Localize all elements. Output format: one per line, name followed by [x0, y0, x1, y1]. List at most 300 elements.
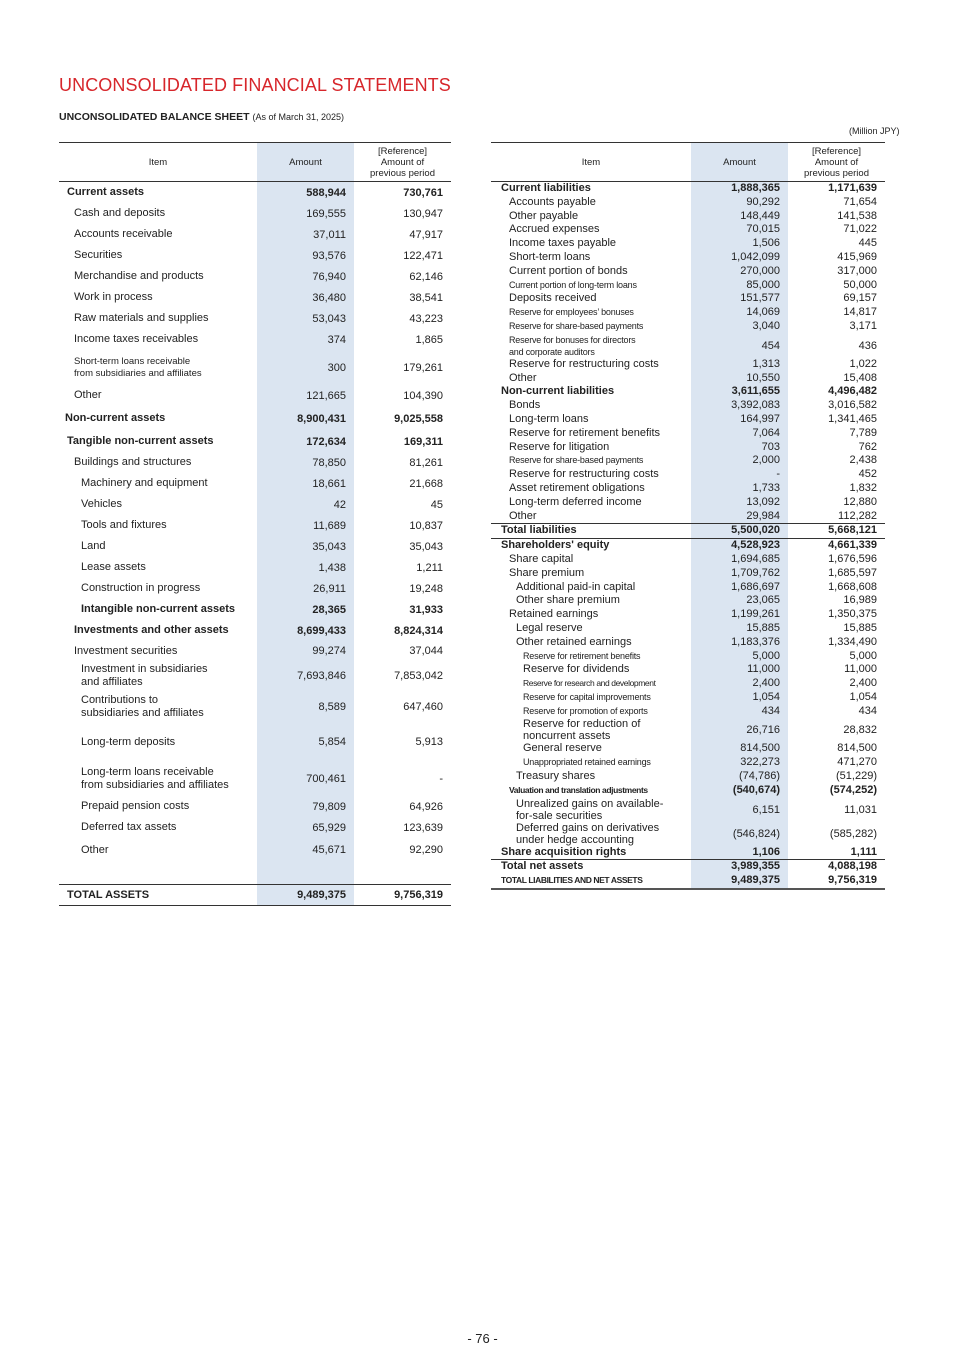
row-label: Treasury shares	[516, 770, 596, 783]
table-row	[491, 784, 885, 798]
row-label: Current assets	[67, 186, 145, 198]
row-label-line2: under hedge accounting	[516, 833, 635, 846]
previous-amount-cell: 8,824,314	[394, 624, 443, 637]
amount-cell: 10,550	[691, 372, 788, 386]
item-cell	[491, 223, 691, 237]
amount-cell: 703	[691, 441, 788, 455]
table-row	[59, 557, 451, 578]
item-cell	[491, 385, 691, 399]
item-cell	[491, 454, 691, 468]
row-label: Short-term loans receivable	[74, 355, 191, 367]
table-row	[491, 677, 885, 691]
row-label: Long-term loans	[509, 412, 589, 425]
table-row	[491, 251, 885, 265]
item-cell	[491, 196, 691, 210]
table-row	[491, 581, 885, 595]
table-row	[491, 691, 885, 705]
item-cell	[491, 650, 691, 664]
amount-cell: 90,292	[691, 196, 788, 210]
item-cell	[59, 661, 257, 691]
amount-cell: 76,940	[257, 266, 354, 287]
previous-amount-cell: 11,000	[844, 663, 877, 676]
amount-cell: 6,151	[691, 798, 788, 822]
previous-amount-cell: 14,817	[843, 306, 877, 319]
row-label: Accrued expenses	[509, 223, 600, 236]
row-label: Reserve for retirement benefits	[509, 426, 661, 439]
previous-amount-cell: 21,668	[409, 477, 443, 490]
header-reference: [Reference] Amount of previous period	[354, 143, 451, 182]
row-label: Securities	[74, 249, 123, 261]
previous-amount-cell: 317,000	[837, 264, 877, 277]
item-cell	[491, 663, 691, 677]
amount-cell: 70,015	[691, 223, 788, 237]
row-label: Accounts payable	[509, 195, 596, 208]
sheet-title: UNCONSOLIDATED BALANCE SHEET	[59, 111, 250, 123]
row-label: Land	[81, 540, 106, 552]
amount-cell: 700,461	[257, 761, 354, 796]
table-row	[491, 496, 885, 510]
table-row	[59, 599, 451, 620]
row-label: Accounts receivable	[74, 228, 173, 240]
table-row	[491, 756, 885, 770]
item-cell	[59, 431, 257, 452]
item-cell	[491, 567, 691, 581]
amount-cell: 169,555	[257, 203, 354, 224]
amount-cell: 18,661	[257, 473, 354, 494]
row-label: TOTAL LIABILITIES AND NET ASSETS	[501, 875, 643, 886]
header-reference: [Reference] Amount of previous period	[788, 143, 885, 182]
table-row	[491, 650, 885, 664]
previous-amount-cell: 471,270	[837, 756, 877, 769]
table-row	[59, 723, 451, 761]
previous-amount-cell: 81,261	[409, 456, 443, 469]
previous-amount-cell: 10,837	[409, 519, 443, 532]
row-label: Bonds	[509, 399, 541, 412]
row-label: Tangible non-current assets	[67, 435, 214, 447]
previous-amount-cell: 45	[430, 498, 443, 511]
row-label: Non-current liabilities	[501, 385, 615, 398]
table-row	[59, 494, 451, 515]
item-cell	[491, 468, 691, 482]
item-cell	[491, 413, 691, 427]
row-label: Income taxes receivables	[74, 333, 199, 345]
amount-cell: (540,674)	[691, 784, 788, 798]
item-cell	[491, 770, 691, 784]
row-label: Cash and deposits	[74, 207, 166, 219]
row-label-line2: and affiliates	[81, 676, 143, 688]
amount-cell: 172,634	[257, 431, 354, 452]
amount-cell: 78,850	[257, 452, 354, 473]
item-cell	[491, 539, 691, 553]
row-label: Reserve for litigation	[509, 440, 610, 453]
previous-amount-cell: 71,654	[843, 195, 877, 208]
row-label: Shareholders' equity	[501, 539, 610, 552]
table-row	[491, 468, 885, 482]
item-cell	[59, 536, 257, 557]
row-label: Unrealized gains on available-	[516, 797, 664, 810]
amount-cell: 1,506	[691, 237, 788, 251]
row-label: Long-term loans receivable	[81, 765, 214, 778]
table-row	[491, 358, 885, 372]
spacer-cell	[257, 862, 354, 885]
amount-cell: 434	[691, 705, 788, 719]
amount-cell: 300	[257, 350, 354, 385]
spacer-row	[59, 862, 451, 885]
previous-amount-cell: 2,400	[849, 677, 877, 690]
spacer-cell	[59, 862, 257, 885]
previous-amount-cell: 69,157	[843, 292, 877, 305]
table-row	[491, 399, 885, 413]
amount-cell: 588,944	[257, 182, 354, 204]
table-header-row	[59, 143, 451, 182]
amount-cell: 1,438	[257, 557, 354, 578]
row-label: Tools and fixtures	[81, 519, 167, 531]
row-label: Investment in subsidiaries	[81, 663, 208, 675]
item-cell	[59, 723, 257, 761]
table-row	[59, 203, 451, 224]
row-label: Deferred tax assets	[81, 821, 177, 833]
previous-amount-cell: 28,832	[843, 724, 877, 737]
amount-cell: 1,709,762	[691, 567, 788, 581]
amount-cell: 35,043	[257, 536, 354, 557]
table-row	[491, 608, 885, 622]
amount-cell: -	[691, 468, 788, 482]
item-cell	[491, 691, 691, 705]
previous-amount-cell: 762	[858, 440, 877, 453]
item-cell	[491, 742, 691, 756]
previous-amount-cell: 169,311	[403, 435, 443, 448]
row-label: Share acquisition rights	[501, 845, 627, 858]
row-label: Reserve for restructuring costs	[509, 357, 659, 370]
row-label: Prepaid pension costs	[81, 800, 190, 812]
previous-amount-cell: 9,756,319	[788, 874, 885, 889]
previous-amount-cell: 1,832	[849, 481, 877, 494]
table-row	[491, 279, 885, 293]
table-row	[59, 761, 451, 796]
previous-amount-cell: 31,933	[409, 603, 443, 616]
item-cell	[491, 718, 691, 742]
table-row	[491, 874, 885, 889]
page-title: UNCONSOLIDATED FINANCIAL STATEMENTS	[59, 75, 451, 95]
amount-cell: 164,997	[691, 413, 788, 427]
previous-amount-cell: 64,926	[409, 800, 443, 813]
previous-amount-cell: 452	[858, 468, 877, 481]
liabilities-table	[491, 142, 885, 890]
previous-amount-cell: 11,031	[844, 803, 877, 816]
table-row	[59, 385, 451, 406]
amount-cell: 374	[257, 329, 354, 350]
item-cell	[491, 510, 691, 524]
previous-amount-cell: 122,471	[403, 249, 443, 262]
amount-cell: 99,274	[257, 641, 354, 661]
liabilities-body	[491, 182, 885, 890]
amount-cell: 26,911	[257, 578, 354, 599]
amount-cell: 1,199,261	[691, 608, 788, 622]
table-row	[59, 796, 451, 817]
row-label: Unappropriated retained earnings	[523, 757, 651, 768]
table-row	[59, 266, 451, 287]
item-cell	[59, 452, 257, 473]
amount-cell: (546,824)	[691, 822, 788, 846]
table-row	[59, 578, 451, 599]
item-cell	[491, 182, 691, 196]
table-row	[491, 553, 885, 567]
row-label: Valuation and translation adjustments	[509, 784, 648, 795]
amount-cell: 26,716	[691, 718, 788, 742]
amount-cell: 322,273	[691, 756, 788, 770]
item-cell	[59, 350, 257, 385]
item-cell	[491, 524, 691, 539]
previous-amount-cell: 37,044	[409, 645, 443, 657]
previous-amount-cell: 35,043	[409, 540, 443, 553]
item-cell	[491, 441, 691, 455]
page-number: - 76 -	[467, 1331, 498, 1346]
table-row	[491, 718, 885, 742]
previous-amount-cell: 1,022	[849, 357, 877, 370]
table-row	[491, 306, 885, 320]
row-label: Work in process	[74, 291, 153, 303]
previous-amount-cell: 9,025,558	[394, 412, 443, 425]
previous-amount-cell: 43,223	[409, 312, 443, 325]
previous-amount-cell: 50,000	[843, 278, 877, 291]
previous-amount-cell: 38,541	[409, 291, 443, 304]
item-cell	[491, 279, 691, 293]
item-cell	[59, 266, 257, 287]
item-cell	[491, 581, 691, 595]
previous-amount-cell: 4,661,339	[788, 539, 885, 553]
previous-amount-cell: 7,853,042	[394, 670, 443, 682]
amount-cell: 4,528,923	[691, 539, 788, 553]
table-row	[59, 641, 451, 661]
item-cell	[491, 320, 691, 334]
row-label: Intangible non-current assets	[81, 603, 236, 615]
amount-cell: 23,065	[691, 594, 788, 608]
item-cell	[59, 515, 257, 536]
table-row	[491, 860, 885, 874]
assets-body	[59, 182, 451, 906]
row-label: Reserve for share-based payments	[509, 320, 644, 331]
amount-cell: 5,854	[257, 723, 354, 761]
amount-cell: 53,043	[257, 308, 354, 329]
amount-cell: 1,888,365	[691, 182, 788, 196]
row-label: Lease assets	[81, 561, 146, 573]
item-cell	[59, 885, 257, 906]
amount-cell: 1,054	[691, 691, 788, 705]
amount-cell: 7,693,846	[257, 661, 354, 691]
table-row	[491, 594, 885, 608]
amount-cell: 45,671	[257, 838, 354, 862]
assets-table	[59, 142, 451, 906]
item-cell	[59, 287, 257, 308]
item-cell	[491, 784, 691, 798]
item-cell	[491, 594, 691, 608]
row-label: Current portion of bonds	[509, 264, 628, 277]
item-cell	[491, 210, 691, 224]
table-row	[491, 524, 885, 539]
item-cell	[59, 245, 257, 266]
item-cell	[491, 237, 691, 251]
item-cell	[491, 705, 691, 719]
item-cell	[59, 385, 257, 406]
row-label: Other	[81, 843, 109, 856]
item-cell	[491, 860, 691, 874]
table-row	[491, 265, 885, 279]
amount-cell: 9,489,375	[257, 885, 354, 906]
item-cell	[491, 874, 691, 889]
item-cell	[491, 372, 691, 386]
table-row	[59, 473, 451, 494]
amount-cell: 454	[691, 334, 788, 358]
row-label: Raw materials and supplies	[74, 312, 209, 324]
table-row	[59, 224, 451, 245]
table-row	[491, 413, 885, 427]
header-amount: Amount	[257, 143, 354, 182]
amount-cell: 28,365	[257, 599, 354, 620]
previous-amount-cell: 104,390	[403, 389, 443, 402]
item-cell	[491, 756, 691, 770]
table-row	[491, 636, 885, 650]
table-row	[59, 817, 451, 838]
row-label: Short-term loans	[509, 250, 591, 263]
table-row	[491, 510, 885, 524]
row-label: General reserve	[523, 742, 602, 755]
row-label: Total liabilities	[501, 524, 577, 537]
amount-cell: 11,000	[691, 663, 788, 677]
table-row	[491, 567, 885, 581]
amount-cell: 1,686,697	[691, 581, 788, 595]
amount-cell: 3,611,655	[691, 385, 788, 399]
previous-amount-cell: 1,211	[416, 561, 443, 574]
table-row	[59, 691, 451, 723]
previous-amount-cell: 3,171	[849, 319, 877, 332]
previous-amount-cell: 9,756,319	[354, 885, 451, 906]
amount-cell: 2,000	[691, 454, 788, 468]
amount-cell: 5,000	[691, 650, 788, 664]
table-row	[59, 661, 451, 691]
unit-label: (Million JPY)	[849, 126, 900, 136]
previous-amount-cell: 1,111	[850, 845, 877, 858]
row-label-line2: from subsidiaries and affiliates	[74, 367, 202, 379]
row-label: Reserve for employees’ bonuses	[509, 307, 634, 318]
header-item: Item	[491, 143, 691, 182]
item-cell	[491, 798, 691, 822]
amount-cell: 79,809	[257, 796, 354, 817]
table-row	[59, 182, 451, 204]
previous-amount-cell: 730,761	[403, 186, 443, 199]
row-label: Non-current assets	[65, 412, 166, 424]
table-row	[491, 292, 885, 306]
row-label: Reserve for retirement benefits	[523, 650, 641, 661]
previous-amount-cell: 7,789	[849, 426, 877, 439]
row-label: Vehicles	[81, 498, 122, 510]
previous-amount-cell: 62,146	[409, 270, 443, 283]
amount-cell: 3,392,083	[691, 399, 788, 413]
previous-amount-cell: 814,500	[837, 742, 877, 755]
table-row	[491, 441, 885, 455]
amount-cell: 36,480	[257, 287, 354, 308]
amount-cell: 5,500,020	[691, 524, 788, 539]
table-row	[491, 822, 885, 846]
table-row	[491, 482, 885, 496]
previous-amount-cell: 16,989	[843, 594, 877, 607]
item-cell	[59, 620, 257, 641]
amount-cell: 1,106	[691, 846, 788, 860]
as-of-date: (As of March 31, 2025)	[252, 112, 345, 122]
previous-amount-cell: 92,290	[409, 844, 443, 856]
item-cell	[491, 553, 691, 567]
amount-cell: 93,576	[257, 245, 354, 266]
item-cell	[59, 796, 257, 817]
row-label: Deposits received	[509, 292, 597, 305]
item-cell	[59, 557, 257, 578]
previous-amount-cell: 1,676,596	[828, 552, 877, 565]
previous-amount-cell: 141,538	[837, 209, 877, 222]
item-cell	[491, 265, 691, 279]
row-label: Investment securities	[74, 644, 178, 657]
item-cell	[491, 636, 691, 650]
row-label: Reserve for capital improvements	[523, 691, 651, 702]
table-row	[491, 182, 885, 196]
amount-cell: 1,733	[691, 482, 788, 496]
previous-amount-cell: -	[439, 772, 443, 785]
row-label: Legal reserve	[516, 621, 583, 634]
row-label-line2: noncurrent assets	[523, 730, 611, 743]
row-label: Buildings and structures	[74, 456, 192, 468]
item-cell	[491, 427, 691, 441]
row-label: Other share premium	[516, 594, 620, 607]
amount-cell: 270,000	[691, 265, 788, 279]
previous-amount-cell: 1,668,608	[828, 580, 877, 593]
item-cell	[59, 578, 257, 599]
table-row	[491, 798, 885, 822]
previous-amount-cell: 19,248	[409, 582, 443, 595]
item-cell	[491, 334, 691, 358]
table-row	[59, 838, 451, 862]
previous-amount-cell: 12,880	[843, 495, 877, 508]
previous-amount-cell: 2,438	[849, 454, 877, 467]
amount-cell: 14,069	[691, 306, 788, 320]
table-row	[491, 372, 885, 386]
table-row	[491, 770, 885, 784]
row-label: Reserve for dividends	[523, 663, 630, 676]
previous-amount-cell: 4,088,198	[788, 860, 885, 874]
previous-amount-cell: 1,054	[849, 690, 877, 703]
amount-cell: 85,000	[691, 279, 788, 293]
amount-cell: 11,689	[257, 515, 354, 536]
previous-amount-cell: 5,668,121	[788, 524, 885, 539]
table-row	[491, 210, 885, 224]
row-label: Other payable	[509, 209, 579, 222]
row-label: Reserve for restructuring costs	[509, 468, 659, 481]
item-cell	[491, 399, 691, 413]
table-row	[59, 452, 451, 473]
row-label: Reserve for promotion of exports	[523, 705, 648, 716]
table-row	[491, 539, 885, 553]
item-cell	[59, 494, 257, 515]
table-row	[59, 329, 451, 350]
row-label-line2: from subsidiaries and affiliates	[81, 778, 229, 791]
item-cell	[491, 677, 691, 691]
item-cell	[59, 838, 257, 862]
table-row	[491, 742, 885, 756]
previous-amount-cell: 15,408	[843, 371, 877, 384]
row-label: Share premium	[509, 566, 585, 579]
table-row	[491, 454, 885, 468]
item-cell	[59, 308, 257, 329]
table-row	[59, 350, 451, 385]
table-row	[59, 431, 451, 452]
previous-amount-cell: 647,460	[403, 701, 443, 713]
